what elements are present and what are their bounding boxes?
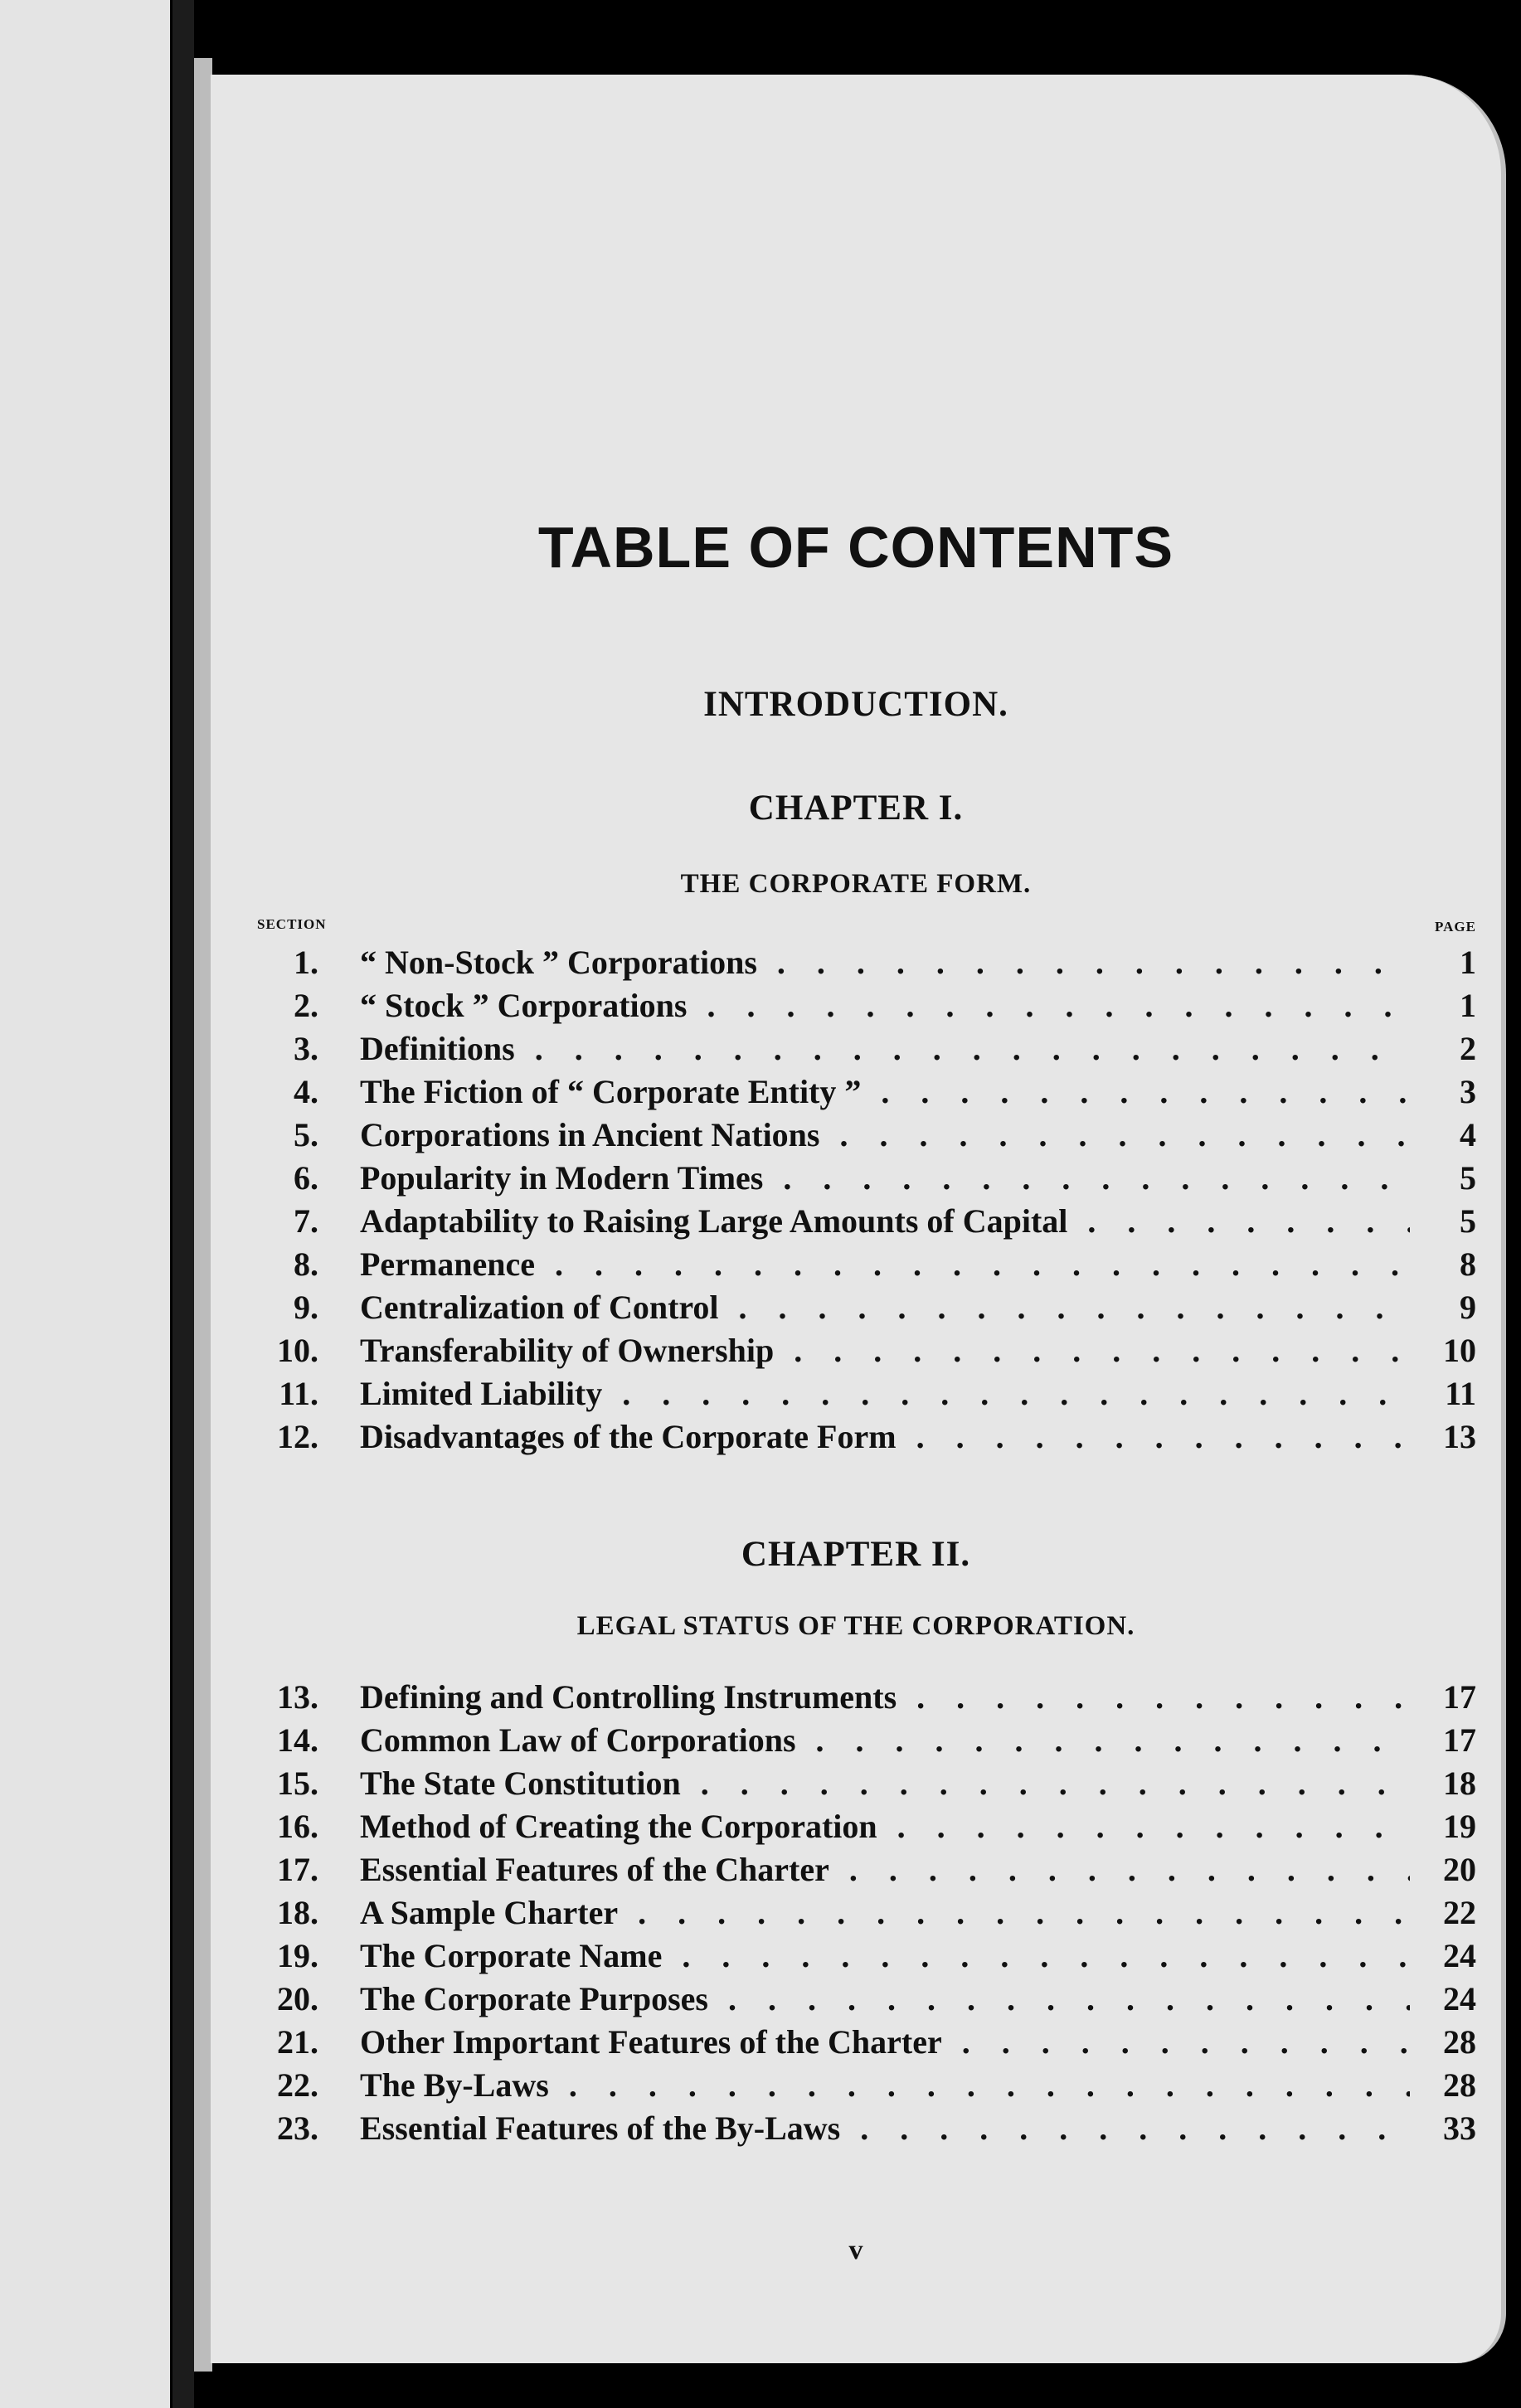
section-title: A Sample Charter . . . (360, 1891, 1410, 1935)
section-title: Essential Features of the Charter . . . (360, 1848, 1410, 1891)
section-title: Adaptability to Raising Large Amounts of Capital . . . (360, 1200, 1410, 1243)
section-number: 22. (277, 2066, 318, 2104)
section-number: 23. (277, 2109, 318, 2147)
page-number: 28 (1443, 2023, 1476, 2061)
toc-entry (211, 1891, 1501, 1935)
section-title: Limited Liability . . . (360, 1372, 1410, 1415)
page-number: 20 (1443, 1851, 1476, 1888)
page-title: TABLE OF CONTENTS (537, 515, 1174, 580)
page-number: 22 (1443, 1894, 1476, 1931)
toc-entry (211, 1676, 1501, 1719)
page-number: 2 (1460, 1030, 1476, 1067)
book-spine (173, 0, 194, 2408)
page-number: 8 (1460, 1245, 1476, 1283)
section-title: Centralization of Control . . . (360, 1286, 1410, 1329)
toc-entry (211, 941, 1501, 984)
toc-entry (211, 1329, 1501, 1372)
toc-entry (211, 1372, 1501, 1415)
section-number: 8. (294, 1245, 318, 1283)
toc-entry (211, 2064, 1501, 2107)
page-number: 10 (1443, 1332, 1476, 1369)
toc-entry (211, 2021, 1501, 2064)
section-number: 5. (294, 1116, 318, 1153)
page-number: 1 (1460, 987, 1476, 1024)
section-title: Essential Features of the By-Laws . . . (360, 2107, 1410, 2150)
toc-entry (211, 2107, 1501, 2150)
toc-entry (211, 1848, 1501, 1891)
page-number: 4 (1460, 1116, 1476, 1153)
page-number: 5 (1460, 1202, 1476, 1240)
toc-entry (211, 1243, 1501, 1286)
toc-entry (211, 1027, 1501, 1070)
introduction-heading: INTRODUCTION. (703, 685, 1008, 724)
toc-entry (211, 1415, 1501, 1459)
chapter-1-heading: CHAPTER I. (748, 789, 964, 828)
section-number: 10. (277, 1332, 318, 1369)
section-title: Defining and Controlling Instruments . . . (360, 1676, 1410, 1719)
section-number: 17. (277, 1851, 318, 1888)
toc-entry (211, 1978, 1501, 2021)
toc-entry (211, 1719, 1501, 1762)
section-number: 7. (294, 1202, 318, 1240)
section-number: 15. (277, 1765, 318, 1802)
page-number: 17 (1443, 1678, 1476, 1716)
section-title: The By-Laws . . . (360, 2064, 1410, 2107)
section-title: The State Constitution . . . (360, 1762, 1410, 1805)
section-number: 6. (294, 1159, 318, 1197)
section-number: 9. (294, 1289, 318, 1326)
section-title: Corporations in Ancient Nations . . . (360, 1114, 1410, 1157)
section-number: 12. (277, 1418, 318, 1455)
gutter-shadow (194, 58, 212, 2372)
section-title: Method of Creating the Corporation . . . (360, 1805, 1410, 1848)
page-number: 19 (1443, 1808, 1476, 1845)
chapter-2-subtitle: LEGAL STATUS OF THE CORPORATION. (576, 1611, 1135, 1641)
page-number: 18 (1443, 1765, 1476, 1802)
page-number: 1 (1460, 944, 1476, 981)
page-number: 24 (1443, 1980, 1476, 2017)
folio-number: v (848, 2235, 863, 2265)
page-number: 5 (1460, 1159, 1476, 1197)
toc-entry (211, 1157, 1501, 1200)
toc-entry (211, 1935, 1501, 1978)
facing-page-edge (0, 0, 170, 2408)
page-number: 17 (1443, 1721, 1476, 1759)
chapter-1-subtitle: THE CORPORATE FORM. (680, 869, 1032, 899)
section-title: Permanence . . . (360, 1243, 1410, 1286)
toc-entry (211, 1286, 1501, 1329)
section-number: 20. (277, 1980, 318, 2017)
section-title: Common Law of Corporations . . . (360, 1719, 1410, 1762)
section-title: Disadvantages of the Corporate Form . . . (360, 1415, 1410, 1459)
section-title: The Corporate Purposes . . . (360, 1978, 1410, 2021)
section-number: 18. (277, 1894, 318, 1931)
section-title: The Corporate Name . . . (360, 1935, 1410, 1978)
section-number: 11. (279, 1375, 318, 1412)
section-title: The Fiction of “ Corporate Entity ” . . . (360, 1070, 1410, 1114)
toc-entry (211, 1805, 1501, 1848)
page-number: 24 (1443, 1937, 1476, 1974)
section-number: 2. (294, 987, 318, 1024)
section-title: Other Important Features of the Charter . . . (360, 2021, 1410, 2064)
section-number: 14. (277, 1721, 318, 1759)
page-number: 28 (1443, 2066, 1476, 2104)
page-number: 13 (1443, 1418, 1476, 1455)
toc-entry (211, 1114, 1501, 1157)
section-number: 16. (277, 1808, 318, 1845)
page-number: 11 (1445, 1375, 1476, 1412)
toc-entry (211, 984, 1501, 1027)
section-title: “ Stock ” Corporations . . . (360, 984, 1410, 1027)
section-column-heading: SECTION (257, 916, 327, 932)
section-title: Popularity in Modern Times . . . (360, 1157, 1410, 1200)
section-title: “ Non-Stock ” Corporations . . . (360, 941, 1410, 984)
section-number: 21. (277, 2023, 318, 2061)
page-number: 33 (1443, 2109, 1476, 2147)
page-number: 3 (1460, 1073, 1476, 1110)
contents-page (211, 75, 1506, 2363)
section-number: 13. (277, 1678, 318, 1716)
section-number: 1. (294, 944, 318, 981)
section-number: 4. (294, 1073, 318, 1110)
page-number: 9 (1460, 1289, 1476, 1326)
section-title: Definitions . . . (360, 1027, 1410, 1070)
section-number: 19. (277, 1937, 318, 1974)
toc-entry (211, 1070, 1501, 1114)
section-title: Transferability of Ownership . . . (360, 1329, 1410, 1372)
section-number: 3. (294, 1030, 318, 1067)
page-column-heading: PAGE (1435, 919, 1476, 935)
toc-entry (211, 1200, 1501, 1243)
toc-entry (211, 1762, 1501, 1805)
chapter-2-heading: CHAPTER II. (741, 1535, 971, 1574)
